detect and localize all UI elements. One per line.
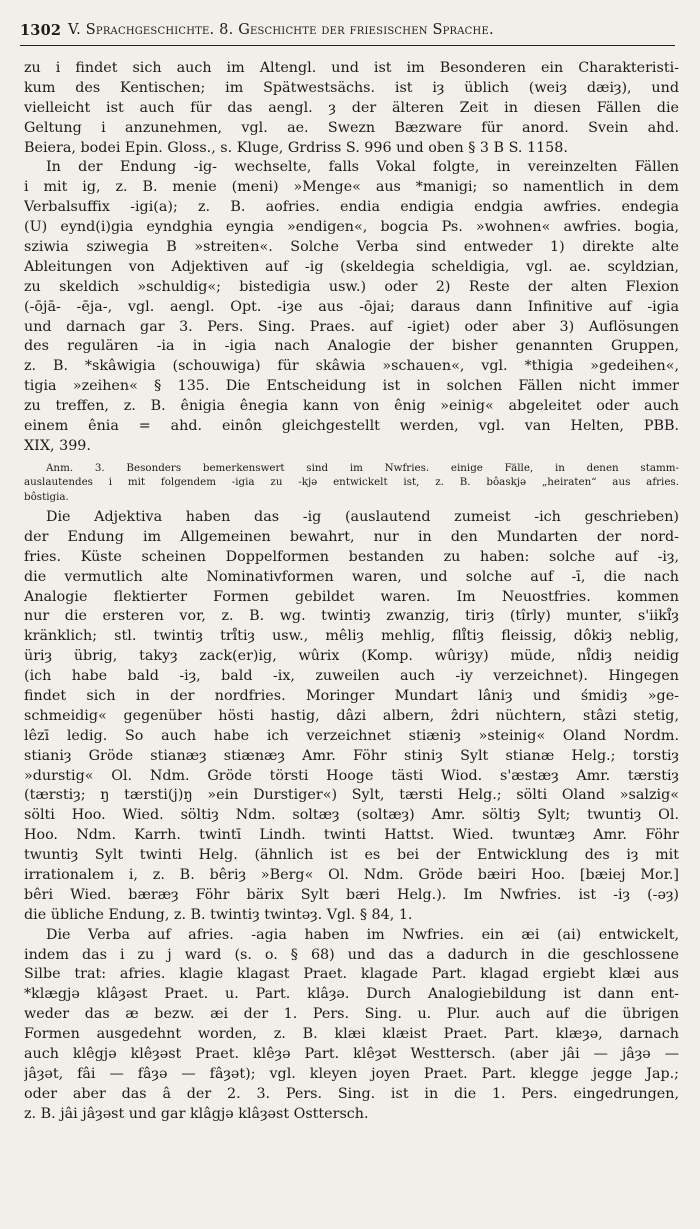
text-line: Die Verba auf afries. -agia haben im Nwfries. ein æi (ai) entwickelt, — [46, 926, 679, 943]
text-line: üriȝ übrig, takyȝ zack(er)ig, wûrix (Komp. wûriȝy) müde, ni̊diȝ neidig — [24, 648, 679, 665]
text-line: XIX, 399. — [24, 437, 91, 454]
text-line: sölti Hoo. Wied. söltiȝ Ndm. soltæȝ (soltæȝ) Amr. söltiȝ Sylt; twuntiȝ Ol. — [24, 807, 679, 824]
text-line: (ich habe bald -iȝ, bald -ix, zuweilen auch -iy verzeichnet). Hingegen — [24, 668, 679, 685]
text-line: In der Endung -ig- wechselte, falls Vokal folgte, in vereinzelten Fällen — [46, 159, 679, 176]
text-line: kum des Kentischen; im Spätwestsächs. ist iȝ üblich (weiȝ dæiȝ), und — [24, 79, 679, 96]
text-line: Beiera, bodei Epin. Gloss., s. Kluge, Grdriss S. 996 und oben § 3 B S. 1158. — [24, 139, 568, 156]
text-line: Anm. 3. Besonders bemerkenswert sind im Nwfries. einige Fälle, in denen stamm- — [46, 461, 679, 474]
text-line: (tærstiȝ; ŋ tærsti(j)ŋ »ein Durstiger«) Sylt, tærsti Helg.; sölti Oland »salzig« — [24, 787, 679, 804]
text-line: Geltung i anzunehmen, vgl. ae. Swezn Bæzware für anord. Svein ahd. — [24, 119, 679, 136]
text-line: zu i findet sich auch im Altengl. und ist im Besonderen ein Charakteristi- — [24, 60, 679, 76]
paragraph-block-1 — [24, 59, 679, 457]
text-line: schmeidig« gegenüber hösti hastig, dâzi albern, ẑdri nüchtern, stâzi stetig, — [24, 707, 679, 724]
text-line: des regulären -ia in -igia nach Analogie der bisher genannten Gruppen, — [24, 338, 679, 355]
text-line: die übliche Endung, z. B. twintiȝ twintəȝ. Vgl. § 84, 1. — [24, 906, 413, 923]
text-line: Silbe trat: afries. klagie klagast Praet. klagade Part. klagad ergiebt klæi aus — [24, 966, 679, 983]
text-line: tigia »zeihen« § 135. Die Entscheidung ist in solchen Fällen nicht immer — [24, 378, 679, 395]
text-line: bôstigia. — [24, 490, 69, 503]
body-text — [24, 59, 679, 1125]
text-line: (U) eynd(i)gia eyndghia eyngia »endigen«, bogcia Ps. »wohnen« awfries. bogia, — [24, 219, 679, 236]
text-line: fries. Küste scheinen Doppelformen bestanden zu haben: solche auf -iȝ, — [24, 548, 679, 565]
text-line: Formen ausgedehnt worden, z. B. klæi klæist Praet. Part. klæȝə, darnach — [24, 1026, 679, 1043]
text-line: Verbalsuffix -igi(a); z. B. aofries. endia endigia endgia awfries. endegia — [24, 199, 679, 216]
text-line: stianiȝ Gröde stianæȝ stiænæȝ Amr. Föhr stiniȝ Sylt stianæ Helg.; torstiȝ — [24, 747, 679, 764]
text-line: irrationalem i, z. B. bêriȝ »Berg« Ol. Ndm. Gröde bæiri Hoo. [bæiej Mor.] — [24, 867, 679, 884]
header-rule — [20, 45, 675, 46]
text-line: Analogie flektierter Formen gebildet waren. Im Neuostfries. kommen — [24, 588, 679, 605]
text-line: *klægjə klâȝəst Praet. u. Part. klâȝə. Durch Analogiebildung ist dann ent- — [24, 986, 679, 1003]
text-line: nur die ersteren vor, z. B. wg. twintiȝ zwanzig, tiriȝ (tîrly) munter, s'iiki̊ȝ — [24, 608, 679, 625]
text-line: »durstig« Ol. Ndm. Gröde törsti Hooge tästi Wiod. s'æstæȝ Amr. tærstiȝ — [24, 767, 679, 784]
text-line: die vermutlich alte Nominativformen waren, und solche auf -ī, die nach — [24, 568, 679, 585]
text-line: findet sich in der nordfries. Moringer Mundart lâniȝ und śmidiȝ »ge- — [24, 688, 679, 704]
text-line: der Endung im Allgemeinen bewahrt, nur in den Mundarten der nord- — [24, 528, 679, 545]
text-line: zu skeldich »schuldig«; bistedigia usw.) oder 2) Reste der alten Flexion — [24, 278, 679, 295]
text-line: z. B. jâi jâȝəst und gar klâgjə klâȝəst Osttersch. — [24, 1105, 369, 1122]
text-line: i mit ig, z. B. menie (meni) »Menge« aus *manigi; so namentlich in dem — [24, 179, 679, 196]
running-title: V. Sprachgeschichte. 8. Geschichte der friesischen Sprache. — [68, 22, 494, 38]
text-line: indem das i zu j ward (s. o. § 68) und das a dadurch in die geschlossene — [24, 946, 679, 963]
text-line: Hoo. Ndm. Karrh. twintī Lindh. twinti Hattst. Wied. twuntæȝ Amr. Föhr — [24, 827, 679, 844]
text-line: twuntiȝ Sylt twinti Helg. (ähnlich ist es bei der Entwicklung des iȝ mit — [24, 847, 679, 864]
text-line: einem ênia = ahd. einôn gleichgestellt werden, vgl. van Helten, PBB. — [24, 418, 679, 435]
text-line: oder aber das â der 2. 3. Pers. Sing. ist in die 1. Pers. eingedrungen, — [24, 1085, 679, 1102]
text-line: Ableitungen von Adjektiven auf -ig (skeldegia scheldigia, vgl. ae. scyldzian, — [24, 258, 679, 275]
text-line: vielleicht ist auch für das aengl. ȝ der älteren Zeit in diesen Fällen die — [24, 99, 679, 116]
text-line: zu treffen, z. B. ênigia ênegia kann von ênig »einig« abgeleitet oder auch — [24, 398, 679, 415]
text-line: bêri Wied. bæræȝ Föhr bärix Sylt bæri Helg.). Im Nwfries. ist -iȝ (-əȝ) — [24, 886, 679, 903]
running-header — [20, 22, 680, 44]
text-line: jâȝət, fâi — fâȝə — fâȝət); vgl. kleyen joyen Praet. Part. klegge jegge Jap.; — [24, 1065, 679, 1082]
text-line: auch klêgjə klêȝəst Praet. klêȝə Part. klêȝət Westtersch. (aber jâi — jâȝə — — [24, 1046, 679, 1063]
text-line: lêzī ledig. So auch habe ich verzeichnet stiæniȝ »steinig« Oland Nordm. — [24, 727, 679, 744]
paragraph-block-2 — [24, 508, 679, 1125]
text-line: weder das æ bezw. æi der 1. Pers. Sing. u. Plur. auch auf die übrigen — [24, 1006, 679, 1023]
text-line: (-ōjā- -ēja-, vgl. aengl. Opt. -iȝe aus -ōjai; daraus dann Infinitive auf -igia — [24, 298, 679, 315]
text-line: kränklich; stl. twintiȝ tri̊tiȝ usw., mêliȝ mehlig, fli̊tiȝ fleissig, dôkiȝ neblig, — [24, 628, 679, 645]
text-line: Die Adjektiva haben das -ig (auslautend zumeist -ich geschrieben) — [46, 508, 679, 525]
page-number: 1302 — [20, 22, 62, 39]
footnote-anm-3 — [24, 461, 679, 504]
text-line: und darnach gar 3. Pers. Sing. Praes. auf -igiet) oder aber 3) Auflösungen — [24, 318, 679, 335]
text-line: auslautendes i mit folgendem -igia zu -kjə entwickelt ist, z. B. bôaskjə „heiraten“ aus afries. — [24, 476, 679, 489]
text-line: sziwia sziwegia B »streiten«. Solche Verba sind entweder 1) direkte alte — [24, 239, 679, 256]
text-line: z. B. *skâwigia (schouwiga) für skâwia »schauen«, vgl. *thigia »gedeihen«, — [24, 358, 679, 375]
